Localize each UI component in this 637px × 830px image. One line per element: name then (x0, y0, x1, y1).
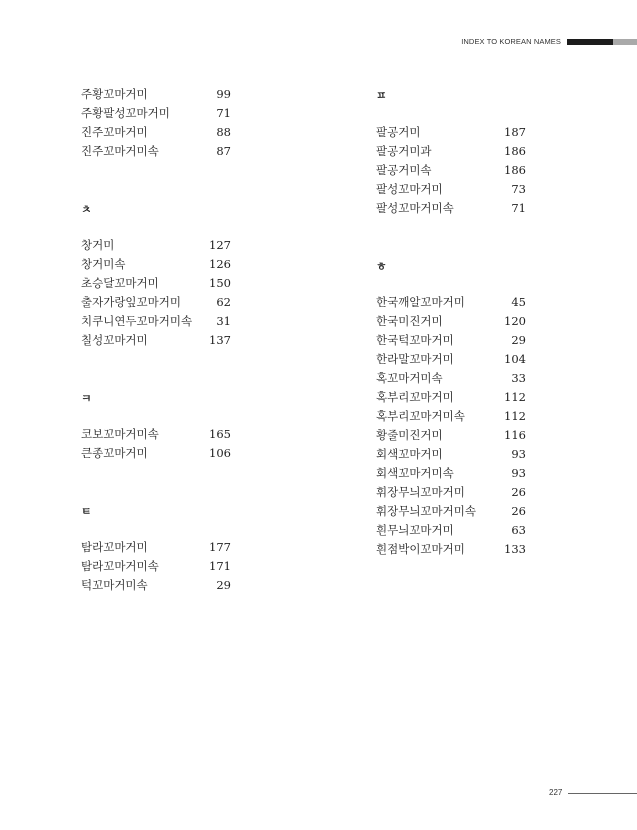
index-entry (81, 293, 231, 312)
footer-rule (568, 793, 637, 794)
entry-name: 출자가랑잎꼬마거미 (81, 295, 181, 309)
entry-name: 황줄미진거미 (376, 428, 443, 442)
entry-page: 112 (504, 390, 526, 404)
entry-page: 112 (504, 409, 526, 423)
index-entry (376, 199, 526, 218)
entry-page: 31 (216, 314, 231, 328)
entry-name: 팔공거미과 (376, 144, 432, 158)
entry-name: 휘장무늬꼬마거미 (376, 485, 465, 499)
index-entry (81, 123, 231, 142)
entry-name: 팔성꼬마거미속 (376, 201, 454, 215)
index-entry (376, 540, 526, 559)
index-entry (81, 142, 231, 161)
entry-page: 93 (511, 447, 526, 461)
index-entry (376, 350, 526, 369)
entry-page: 150 (209, 276, 231, 290)
header-bar-light (613, 39, 637, 45)
entry-page: 33 (511, 371, 526, 385)
entry-page: 165 (209, 427, 231, 441)
entry-name: 탐라꼬마거미속 (81, 559, 159, 573)
index-entry (81, 557, 231, 576)
entry-name: 회색꼬마거미속 (376, 466, 454, 480)
index-entry (81, 274, 231, 293)
entry-name: 한국턱꼬마거미 (376, 333, 454, 347)
entry-page: 104 (504, 352, 526, 366)
entry-page: 186 (504, 144, 526, 158)
index-entry (81, 104, 231, 123)
entry-page: 126 (209, 257, 231, 271)
index-entry (81, 444, 231, 463)
section-letter-pieup: ㅍ (376, 89, 387, 102)
entry-name: 주황팔성꼬마거미 (81, 106, 170, 120)
entry-page: 26 (511, 504, 526, 518)
index-entry (81, 576, 231, 595)
header-bar-dark (567, 39, 613, 45)
index-entry (81, 255, 231, 274)
entry-name: 혹부리꼬마거미 (376, 390, 454, 404)
entry-name: 치쿠니연두꼬마거미속 (81, 314, 193, 328)
entry-page: 87 (216, 144, 231, 158)
entry-page: 177 (209, 540, 231, 554)
index-entry (81, 331, 231, 350)
index-entry (376, 407, 526, 426)
index-entry (81, 312, 231, 331)
index-entry (81, 236, 231, 255)
entry-name: 한라말꼬마거미 (376, 352, 454, 366)
section-letter-kieuk: ㅋ (81, 392, 92, 405)
entry-name: 탐라꼬마거미 (81, 540, 148, 554)
entry-page: 186 (504, 163, 526, 177)
index-entry (376, 464, 526, 483)
index-entry (376, 180, 526, 199)
entry-name: 팔공거미속 (376, 163, 432, 177)
entry-name: 혹꼬마거미속 (376, 371, 443, 385)
index-entry (376, 142, 526, 161)
index-entry (376, 521, 526, 540)
entry-page: 45 (511, 295, 526, 309)
entry-name: 흰무늬꼬마거미 (376, 523, 454, 537)
section-letter-tieut: ㅌ (81, 505, 92, 518)
entry-name: 창거미속 (81, 257, 126, 271)
entry-page: 71 (216, 106, 231, 120)
entry-page: 88 (216, 125, 231, 139)
entry-name: 진주꼬마거미속 (81, 144, 159, 158)
index-entry (376, 388, 526, 407)
entry-page: 99 (216, 87, 231, 101)
index-entry (376, 483, 526, 502)
entry-page: 127 (209, 238, 231, 252)
entry-name: 흰점박이꼬마거미 (376, 542, 465, 556)
index-entry (376, 123, 526, 142)
index-entry (81, 425, 231, 444)
entry-name: 회색꼬마거미 (376, 447, 443, 461)
entry-name: 칠성꼬마거미 (81, 333, 148, 347)
entry-name: 팔성꼬마거미 (376, 182, 443, 196)
entry-name: 한국깨알꼬마거미 (376, 295, 465, 309)
entry-name: 코보꼬마거미속 (81, 427, 159, 441)
index-entry (376, 445, 526, 464)
entry-name: 큰종꼬마거미 (81, 446, 148, 460)
index-entry (376, 331, 526, 350)
index-entry (376, 369, 526, 388)
entry-page: 62 (216, 295, 231, 309)
index-entry (376, 312, 526, 331)
entry-page: 29 (511, 333, 526, 347)
entry-page: 187 (504, 125, 526, 139)
entry-page: 29 (216, 578, 231, 592)
entry-name: 진주꼬마거미 (81, 125, 148, 139)
entry-page: 63 (511, 523, 526, 537)
entry-page: 133 (504, 542, 526, 556)
entry-name: 턱꼬마거미속 (81, 578, 148, 592)
section-letter-hieut: ㅎ (376, 260, 387, 273)
header-title: INDEX TO KOREAN NAMES (461, 37, 561, 46)
entry-page: 106 (209, 446, 231, 460)
entry-name: 한국미진거미 (376, 314, 443, 328)
section-letter-chieut: ㅊ (81, 203, 92, 216)
entry-page: 120 (504, 314, 526, 328)
entry-page: 26 (511, 485, 526, 499)
entry-page: 137 (209, 333, 231, 347)
index-entry (81, 85, 231, 104)
entry-page: 93 (511, 466, 526, 480)
entry-name: 창거미 (81, 238, 115, 252)
entry-name: 팔공거미 (376, 125, 421, 139)
index-entry (376, 293, 526, 312)
entry-name: 혹부리꼬마거미속 (376, 409, 465, 423)
index-entry (376, 161, 526, 180)
entry-page: 73 (511, 182, 526, 196)
entry-name: 초승달꼬마거미 (81, 276, 159, 290)
entry-page: 116 (504, 428, 526, 442)
entry-name: 주황꼬마거미 (81, 87, 148, 101)
index-entry (376, 502, 526, 521)
entry-name: 휘장무늬꼬마거미속 (376, 504, 476, 518)
index-entry (81, 538, 231, 557)
entry-page: 71 (511, 201, 526, 215)
page-number: 227 (549, 788, 563, 797)
entry-page: 171 (209, 559, 231, 573)
index-entry (376, 426, 526, 445)
